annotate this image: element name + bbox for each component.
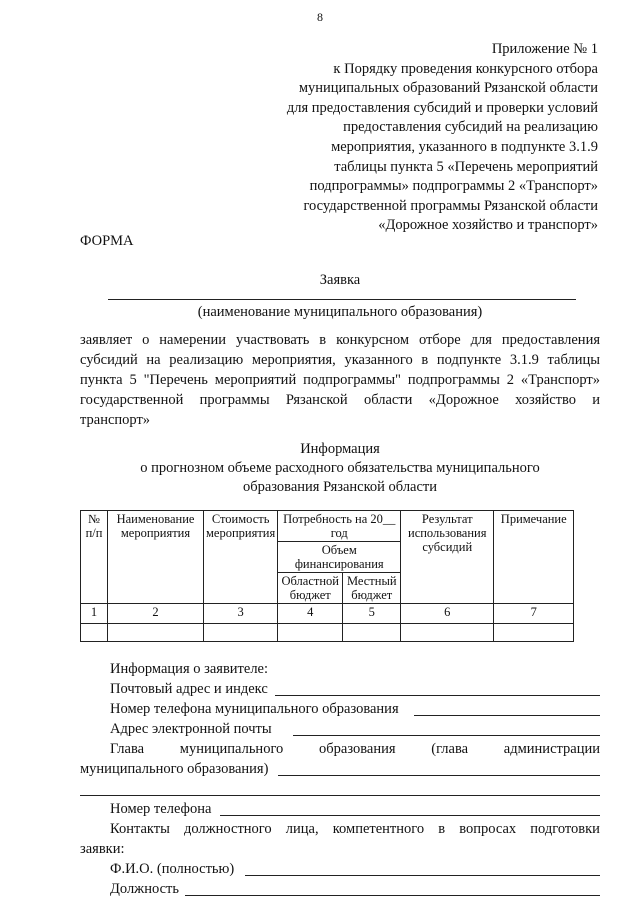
postal-row bbox=[80, 680, 600, 700]
contacts-label-word: в bbox=[438, 820, 446, 837]
col-header-local: Местный бюджет bbox=[343, 573, 401, 604]
form-label: ФОРМА bbox=[80, 233, 134, 249]
position-label: Должность bbox=[110, 880, 182, 900]
phone-mo-row bbox=[80, 700, 600, 720]
table-cell[interactable] bbox=[343, 624, 401, 642]
application-title: Заявка bbox=[319, 272, 361, 288]
financing-table bbox=[80, 510, 574, 642]
table-cell[interactable] bbox=[278, 624, 343, 642]
appendix-line: муниципальных образований Рязанской области bbox=[298, 80, 598, 97]
contacts-label-word: лица, bbox=[285, 820, 319, 837]
col-header-volume: Объем финансирования bbox=[278, 542, 401, 573]
table-cell[interactable] bbox=[108, 624, 204, 642]
contacts-label-line bbox=[80, 820, 600, 840]
table-cell[interactable] bbox=[204, 624, 278, 642]
col-header-need: Потребность на 20__ год bbox=[278, 511, 401, 542]
appendix-line: государственной программы Рязанской области bbox=[303, 197, 598, 214]
fio-field-line[interactable] bbox=[245, 875, 600, 876]
col-number: 6 bbox=[401, 604, 494, 624]
table-row bbox=[81, 624, 574, 642]
contacts-label-word: компетентного bbox=[332, 820, 425, 837]
info-heading-line: Информация bbox=[300, 441, 380, 457]
head-field-line[interactable] bbox=[278, 775, 600, 776]
statement-line: транспорт» bbox=[80, 412, 151, 428]
postal-field-line[interactable] bbox=[275, 695, 600, 696]
municipality-caption: (наименование муниципального образования) bbox=[197, 304, 483, 320]
position-field-line[interactable] bbox=[185, 895, 600, 896]
contacts-label-word: должностного bbox=[183, 820, 272, 837]
applicant-heading-row bbox=[80, 660, 600, 680]
col-number: 3 bbox=[204, 604, 278, 624]
email-label: Адрес электронной почты bbox=[110, 720, 275, 740]
head-label-word: Глава bbox=[110, 741, 145, 757]
contacts-label-word: Контакты bbox=[110, 820, 170, 837]
position-row bbox=[80, 880, 600, 900]
col-header-name: Наименование мероприятия bbox=[108, 511, 204, 604]
fio-label: Ф.И.О. (полностью) bbox=[110, 860, 237, 880]
contacts-cont-label: заявки: bbox=[80, 840, 128, 860]
head-label-word: администрации bbox=[503, 741, 600, 757]
page-number: 8 bbox=[317, 10, 323, 24]
col-number: 4 bbox=[278, 604, 343, 624]
col-header-result: Результат использования субсидий bbox=[401, 511, 494, 604]
applicant-info bbox=[80, 660, 600, 900]
appendix-line: подпрограммы» подпрограммы 2 «Транспорт» bbox=[309, 178, 598, 195]
info-heading bbox=[0, 440, 640, 497]
phone-mo-label: Номер телефона муниципального образования bbox=[110, 700, 402, 720]
appendix-line: Приложение № 1 bbox=[491, 41, 598, 57]
municipality-name-line bbox=[108, 299, 576, 300]
head-label-word: (глава bbox=[431, 741, 469, 757]
table-cell[interactable] bbox=[401, 624, 494, 642]
statement-line: пункта 5 "Перечень мероприятий подпрограммы" подпрограммы 2 «Транспорт» bbox=[80, 372, 600, 388]
statement-line: государственной программы Рязанской области «Дорожное хозяйство и bbox=[80, 392, 600, 408]
col-number: 1 bbox=[81, 604, 108, 624]
appendix-line: «Дорожное хозяйство и транспорт» bbox=[378, 217, 598, 234]
statement-line: заявляет о намерении участвовать в конкурсном отборе для предоставления bbox=[80, 332, 600, 348]
table-cell[interactable] bbox=[494, 624, 574, 642]
col-header-regional: Областной бюджет bbox=[278, 573, 343, 604]
contacts-label-word: подготовки bbox=[530, 820, 600, 837]
head-field-line-2[interactable] bbox=[80, 795, 600, 796]
statement-paragraph bbox=[80, 330, 600, 430]
head-label-line bbox=[80, 740, 600, 760]
email-row bbox=[80, 720, 600, 740]
appendix-line: для предоставления субсидий и проверки условий bbox=[286, 99, 598, 116]
head-extra-row bbox=[80, 780, 600, 800]
postal-label: Почтовый адрес и индекс bbox=[110, 680, 271, 700]
col-number: 5 bbox=[343, 604, 401, 624]
col-header-note: Примечание bbox=[494, 511, 574, 604]
fio-row bbox=[80, 860, 600, 880]
appendix-line: предоставления субсидий на реализацию bbox=[343, 119, 598, 136]
contacts-cont-row bbox=[80, 840, 600, 860]
head-label-word: образования bbox=[319, 741, 396, 757]
col-header-cost: Стоимость мероприятия bbox=[204, 511, 278, 604]
appendix-header bbox=[238, 40, 598, 236]
email-field-line[interactable] bbox=[293, 735, 600, 736]
appendix-line: таблицы пункта 5 «Перечень мероприятий bbox=[334, 158, 598, 175]
info-heading-line: о прогнозном объеме расходного обязательства муниципального bbox=[140, 460, 540, 476]
col-number: 7 bbox=[494, 604, 574, 624]
head-cont-row bbox=[80, 760, 600, 780]
applicant-heading: Информация о заявителе: bbox=[110, 660, 271, 680]
col-number: 2 bbox=[108, 604, 204, 624]
appendix-line: мероприятия, указанного в подпункте 3.1.9 bbox=[331, 138, 598, 155]
phone-row bbox=[80, 800, 600, 820]
col-header-num: № п/п bbox=[81, 511, 108, 604]
head-label-word: муниципального bbox=[179, 741, 284, 757]
table-cell[interactable] bbox=[81, 624, 108, 642]
appendix-line: к Порядку проведения конкурсного отбора bbox=[333, 60, 598, 77]
statement-line: субсидий на реализацию мероприятия, указанного в подпункте 3.1.9 таблицы bbox=[80, 352, 600, 368]
phone-mo-field-line[interactable] bbox=[414, 715, 600, 716]
phone-field-line[interactable] bbox=[220, 815, 600, 816]
phone-label: Номер телефона bbox=[110, 800, 214, 820]
head-cont-label: муниципального образования) bbox=[80, 760, 271, 780]
info-heading-line: образования Рязанской области bbox=[242, 479, 438, 495]
contacts-label-word: вопросах bbox=[459, 820, 517, 837]
